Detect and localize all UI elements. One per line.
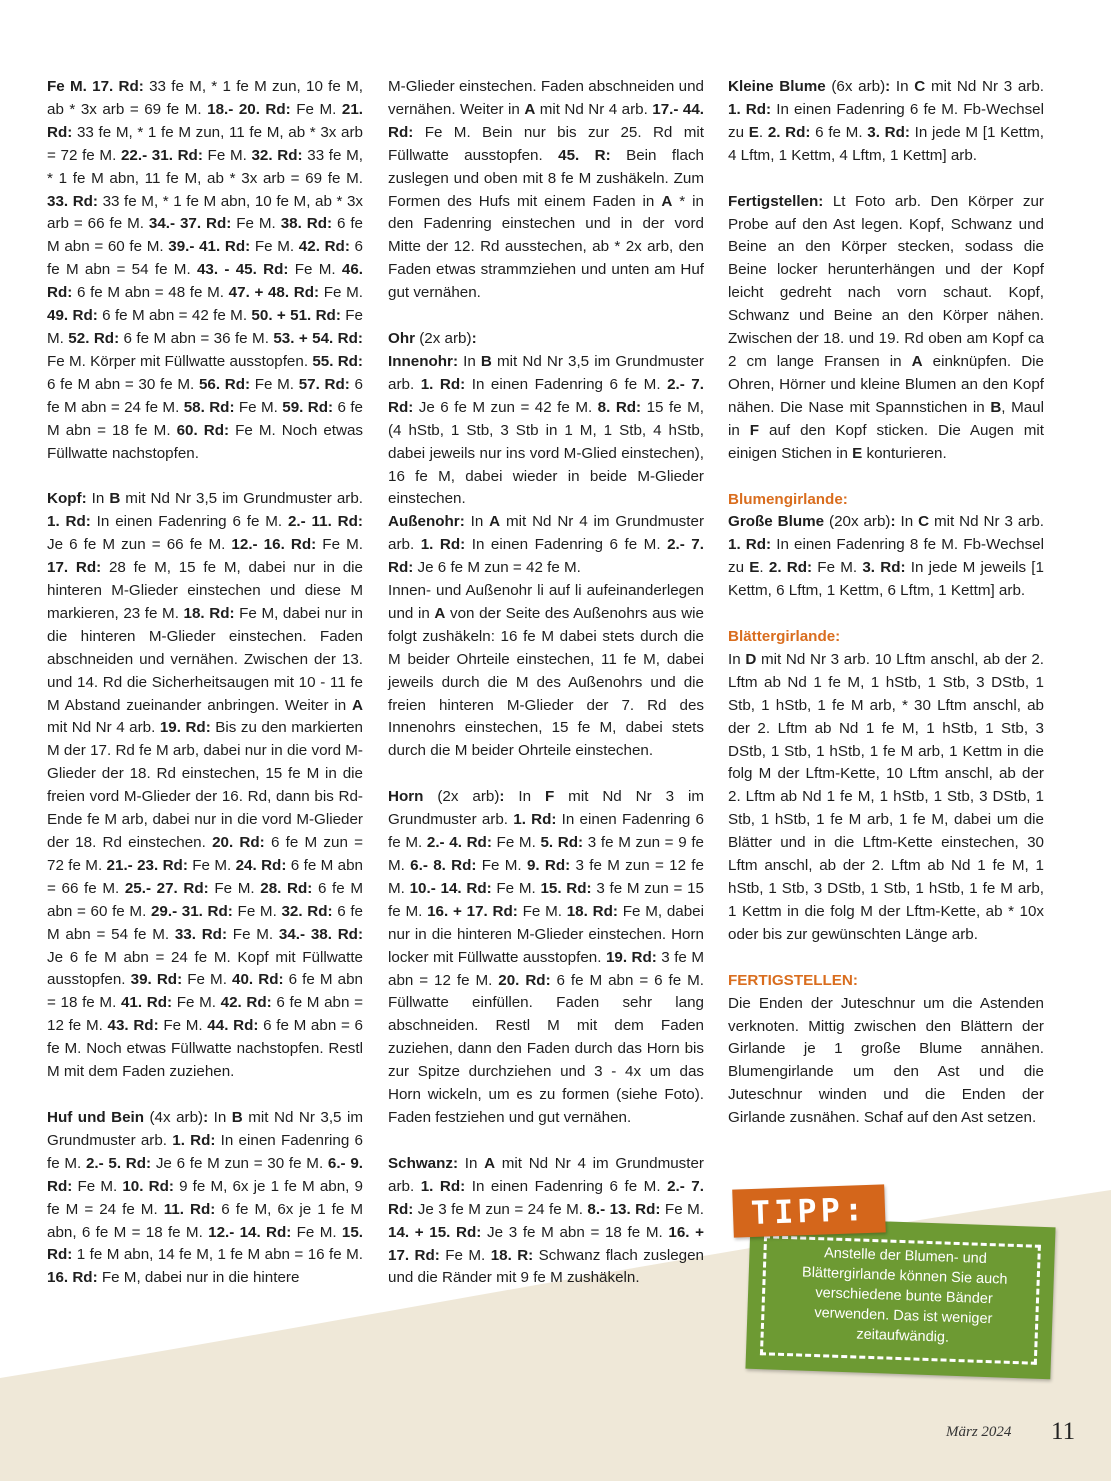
column-right: [728, 76, 1044, 1130]
page-number: 11: [1051, 1418, 1076, 1445]
column-middle: [388, 76, 704, 1290]
hoof-continued-text: M-Glieder einstechen. Faden abschneiden und vernähen. Weiter in A mit Nd Nr 4 arb. 17.- 44. Rd: Fe M. Bein nur bis zur 25. Rd mit Füllwatte ausstopfen. 45. R: Bein flach zuslegen und oben mit 8 fe M zushäkeln. Zum Formen des Hufs mit einem Faden in A * in den Fadenring einstechen und in der vord Mitte der 12. Rd ausstechen, ab * 2x arb, den Faden etwas strammziehen und unten am Huf gut vernähen.: [388, 78, 705, 302]
tip-box: [745, 1217, 1055, 1380]
horn-instructions: Horn (2x arb): In F mit Nd Nr 3 im Grundmuster arb. 1. Rd: In einen Fadenring 6 fe M. 2.- 4. Rd: Fe M. 5. Rd: 3 fe M zun = 9 fe M. 6.- 8. Rd: Fe M. 9. Rd: 3 fe M zun = 12 fe M. 10.- 14. Rd: Fe M. 15. Rd: 3 fe M zun = 15 fe M. 16. + 17. Rd: Fe M. 18. Rd: Fe M, dabei nur in die hinteren M-Glieder einstechen. Horn locker mit Füllwatte ausstopfen. 19. Rd: 3 fe M abn = 12 fe M. 20. Rd: 6 fe M abn = 6 fe M. Füllwatte einfüllen. Faden sehr lang abschneiden. Restl M mit dem Faden zuziehen, dann den Faden durch das Horn bis zur Spitze durchziehen und 3 - 4x um das Horn wickeln, um es zu formen (siehe Foto). Faden festziehen und gut vernähen.: [388, 788, 705, 1126]
hoof-leg-instructions: Huf und Bein (4x arb): In B mit Nd Nr 3,5 im Grundmuster arb. 1. Rd: In einen Fadenring 6 fe M. 2.- 5. Rd: Je 6 fe M zun = 30 fe M. 6.- 9. Rd: Fe M. 10. Rd: 9 fe M, 6x je 1 fe M abn, 9 fe M = 24 fe M. 11. Rd: 6 fe M, 6x je 1 fe M abn, 6 fe M = 18 fe M. 12.- 14. Rd: Fe M. 15. Rd: 1 fe M abn, 14 fe M, 1 fe M abn = 16 fe M. 16. Rd: Fe M, dabei nur in die hintere: [47, 1108, 364, 1287]
final-assembly-heading: FERTIGSTELLEN:: [728, 971, 858, 989]
big-flower-instructions: Große Blume (20x arb): In C mit Nd Nr 3 arb. 1. Rd: In einen Fadenring 8 fe M. Fb-Wechsel zu E. 2. Rd: Fe M. 3. Rd: In jede M jeweils [1 Kettm, 6 Lftm, 1 Kettm, 6 Lftm, 1 Kettm] arb.: [728, 513, 1045, 600]
finishing-instructions: Fertigstellen: Lt Foto arb. Den Körper zur Probe auf den Ast legen. Kopf, Schwanz und Beine an den Körper stecken, sodass die Beine locker herunterhängen und der Kopf leicht gedreht nach vorn schaut. Kopf, Schwanz und Beine an den Körper nähen. Zwischen der 18. und 19. Rd oben am Kopf ca 2 cm lange Fransen in A einknüpfen. Die Ohren, Hörner und kleine Blumen an den Kopf nähen. Die Nase mit Spannstichen in B, Maul in F auf den Kopf sticken. Die Augen mit einigen Stichen in E konturieren.: [728, 192, 1045, 462]
ear-instructions: Ohr (2x arb): Innenohr: In B mit Nd Nr 3,5 im Grundmuster arb. 1. Rd: In einen Fadenring 6 fe M. 2.- 7. Rd: Je 6 fe M zun = 42 fe M. 8. Rd: 15 fe M, (4 hStb, 1 Stb, 3 Stb in 1 M, 1 Stb, 4 hStb, dabei jeweils nur ins vord M-Glied einstechen), 16 fe M, dabei wieder in beide M-Glieder einstechen. Außenohr: In A mit Nd Nr 4 im Grundmuster arb. 1. Rd: In einen Fadenring 6 fe M. 2.- 7. Rd: Je 6 fe M zun = 42 fe M. Innen- und Außenohr li auf li aufeinanderlegen und in A von der Seite des Außenohrs aus wie folgt zushäkeln: 16 fe M dabei stets durch die M beider Ohrteile einstechen, 11 fe M, dabei jeweils durch die M des Außenohrs und die freien hinteren M-Glieder der 7. Rd des Innenohrs einstechen, 15 fe M, dabei stets durch die M beider Ohrteile einstechen.: [388, 330, 704, 760]
leaf-garland-heading: Blättergirlande:: [728, 628, 841, 646]
flower-garland-heading: Blumengirlande:: [728, 490, 848, 508]
final-assembly-text: Die Enden der Juteschnur um die Astenden verknoten. Mittig zwischen den Blättern der Girlande je 1 große Blume annähen. Blumengirlande um den Ast und die Juteschnur winden und die Enden der Girlande zusnähen. Schaf auf den Ast setzen.: [728, 994, 1044, 1127]
head-instructions: Kopf: In B mit Nd Nr 3,5 im Grundmuster arb. 1. Rd: In einen Fadenring 6 fe M. 2.- 11. Rd: Je 6 fe M zun = 66 fe M. 12.- 16. Rd: Fe M. 17. Rd: 28 fe M, 15 fe M, dabei nur in die hinteren M-Glieder einstechen und diese M markieren, 23 fe M. 18. Rd: Fe M, dabei nur in die hinteren M-Glieder einstechen. Faden abschneiden und vernähen. Zwischen der 13. und 14. Rd die Sicherheitsaugen mit 10 - 11 fe M Abstand zueinander anbringen. Weiter in A mit Nd Nr 4 arb. 19. Rd: Bis zu den markierten M der 17. Rd fe M arb, dabei nur in die vord M-Glieder der 18. Rd einstechen, 15 fe M in die freien vord M-Glieder der 16. Rd, dann bis Rd-Ende fe M arb, dabei nur in die vord M-Glieder der 18. Rd einstechen. 20. Rd: 6 fe M zun = 72 fe M. 21.- 23. Rd: Fe M. 24. Rd: 6 fe M abn = 66 fe M. 25.- 27. Rd: Fe M. 28. Rd: 6 fe M abn = 60 fe M. 29.- 31. Rd: Fe M. 32. Rd: 6 fe M abn = 54 fe M. 33. Rd: Fe M. 34.- 38. Rd: Je 6 fe M abn = 24 fe M. Kopf mit Füllwatte ausstopfen. 39. Rd: Fe M. 40. Rd: 6 fe M abn = 18 fe M. 41. Rd: Fe M. 42. Rd: 6 fe M abn = 12 fe M. 43. Rd: Fe M. 44. Rd: 6 fe M abn = 6 fe M. Noch etwas Füllwatte nachstopfen. Restl M mit dem Faden zuziehen.: [47, 490, 364, 1081]
tail-instructions: Schwanz: In A mit Nd Nr 4 im Grundmuster arb. 1. Rd: In einen Fadenring 6 fe M. 2.- 7. Rd: Je 3 fe M zun = 24 fe M. 8.- 13. Rd: Fe M. 14. + 15. Rd: Je 3 fe M abn = 18 fe M. 16. + 17. Rd: Fe M. 18. R: Schwanz flach zuslegen und die Ränder mit 9 fe M zushäkeln.: [388, 1154, 705, 1287]
small-flower-instructions: Kleine Blume (6x arb): In C mit Nd Nr 3 arb. 1. Rd: In einen Fadenring 6 fe M. Fb-Wechsel zu E. 2. Rd: 6 fe M. 3. Rd: In jede M [1 Kettm, 4 Lftm, 1 Kettm, 4 Lftm, 1 Kettm] arb.: [728, 78, 1044, 164]
issue-date: März 2024: [946, 1424, 1012, 1440]
column-left: [47, 76, 363, 1290]
body-rounds-text: Fe M. 17. Rd: 33 fe M, * 1 fe M zun, 10 fe M, ab * 3x arb = 69 fe M. 18.- 20. Rd: Fe M. 21. Rd: 33 fe M, * 1 fe M zun, 11 fe M, ab * 3x arb = 72 fe M. 22.- 31. Rd: Fe M. 32. Rd: 33 fe M, * 1 fe M abn, 11 fe M, ab * 3x arb = 69 fe M. 33. Rd: 33 fe M, * 1 fe M abn, 10 fe M, ab * 3x arb = 66 fe M. 34.- 37. Rd: Fe M. 38. Rd: 6 fe M abn = 60 fe M. 39.- 41. Rd: Fe M. 42. Rd: 6 fe M abn = 54 fe M. 43. - 45. Rd: Fe M. 46. Rd: 6 fe M abn = 48 fe M. 47. + 48. Rd: Fe M. 49. Rd: 6 fe M abn = 42 fe M. 50. + 51. Rd: Fe M. 52. Rd: 6 fe M abn = 36 fe M. 53. + 54. Rd: Fe M. Körper mit Füllwatte ausstopfen. 55. Rd: 6 fe M abn = 30 fe M. 56. Rd: Fe M. 57. Rd: 6 fe M abn = 24 fe M. 58. Rd: Fe M. 59. Rd: 6 fe M abn = 18 fe M. 60. Rd: Fe M. Noch etwas Füllwatte nachstopfen.: [47, 78, 364, 462]
tip-text: Anstelle der Blumen- und Blättergirlande können Sie auch verschiedene bunte Bänder verwenden. Das ist weniger zeitaufwändig.: [801, 1245, 1008, 1346]
leaf-garland-instructions: In D mit Nd Nr 3 arb. 10 Lftm anschl, ab der 2. Lftm ab Nd 1 fe M, 1 hStb, 1 Stb, 3 DStb, 1 Stb, 1 hStb, 1 fe M arb, * 30 Lftm anschl, ab der 2. Lftm ab Nd 1 fe M, 1 hStb, 1 Stb, 3 DStb, 1 Stb, 1 hStb, 1 fe M arb, 1 Kettm in die folg M der Lftm-Kette, 10 Lftm anschl, ab der 2. Lftm ab Nd 1 fe M, 1 hStb, 1 Stb, 3 DStb, 1 Stb, 1 hStb, 1 fe M arb, 1 fe M, dabei um die Blätter und in die Lftm-Kette einstechen, 30 Lftm anschl, ab der 2. Lftm ab Nd 1 fe M, 1 hStb, 1 Stb, 3 DStb, 1 Stb, 1 hStb, 1 fe M arb, 1 Kettm in die folg M der Lftm-Kette, ab * 10x oder bis zur gewünschten Länge arb.: [728, 650, 1045, 943]
tip-label: TIPP:: [732, 1184, 886, 1237]
